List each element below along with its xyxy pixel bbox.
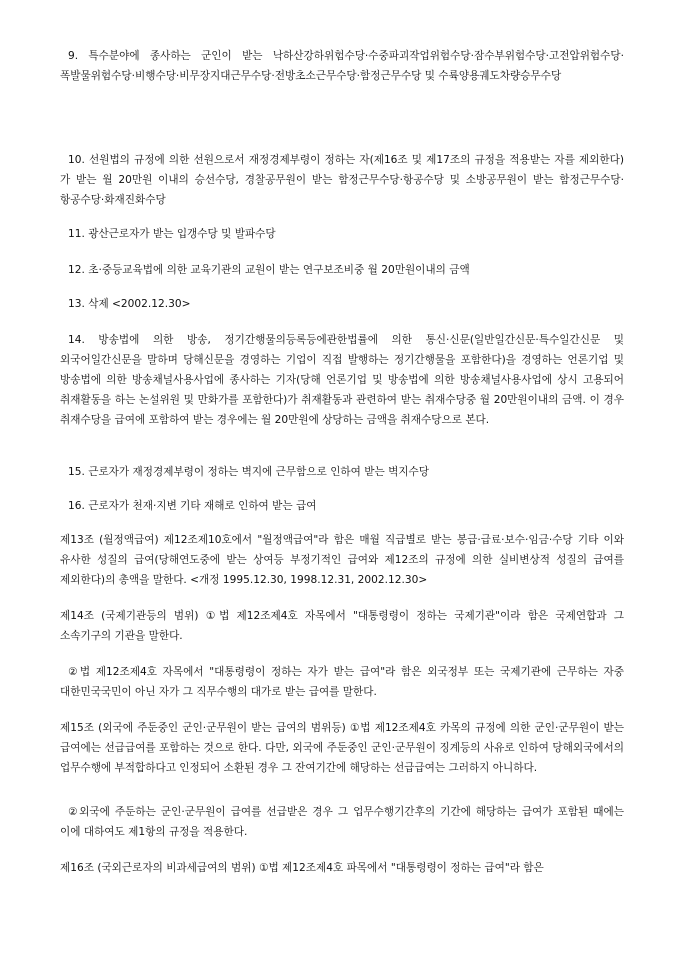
article-14-para-2: ②법 제12조제4호 자목에서 "대통령령이 정하는 자가 받는 급여"라 함은 외국정부 또는 국제기관에 근무하는 자중 대한민국국민이 아닌 자가 그 직무수행의 대가로 받는 급여를 말한다.	[60, 666, 624, 698]
article-15-para-2: ②외국에 주둔하는 군인·군무원이 급여를 선급받은 경우 그 업무수행기간후의 기간에 해당하는 급여가 포함된 때에는 이에 대하여도 제1항의 규정을 적용한다.	[60, 806, 624, 838]
article-14-para-1: 제14조 (국제기관등의 범위) ①법 제12조제4호 자목에서 "대통령령이 정하는 국제기관"이라 함은 국제연합과 그 소속기구의 기관을 말한다.	[60, 610, 624, 642]
article-16-para-1: 제16조 (국외근로자의 비과세급여의 범위) ①법 제12조제4호 파목에서 "대통령령이 정하는 급여"라 함은	[60, 862, 544, 874]
paragraph-item-13: 13. 삭제 <2002.12.30>	[68, 298, 191, 310]
article-15-para-1: 제15조 (외국에 주둔중인 군인·군무원이 받는 급여의 범위등) ①법 제12조제4호 카목의 규정에 의한 군인·군무원이 받는 급여에는 선급급여를 포함하는 것으로 한다. 다만, 외국에 주둔중인 군인·군무원이 징계등의 사유로 인하여 당해외국에서의 업무수행에 부적합하다고 인정되어 소환된 경우 그 잔여기간에 해당하는 선급급여는 그러하지 아니하다.	[60, 722, 624, 774]
paragraph-item-10: 10. 선원법의 규정에 의한 선원으로서 재정경제부령이 정하는 자(제16조 및 제17조의 규정을 적용받는 자를 제외한다)가 받는 월 20만원 이내의 승선수당, 경찰공무원이 받는 함정근무수당·항공수당 및 소방공무원이 받는 함정근무수당·항공수당·화재진화수당	[60, 154, 624, 206]
paragraph-item-14: 14. 방송법에 의한 방송, 정기간행물의등록등에관한법률에 의한 통신·신문(일반일간신문·특수일간신문 및 외국어일간신문을 말하며 당해신문을 경영하는 기업이 직접 발행하는 정기간행물을 포함한다)을 경영하는 언론기업 및 방송법에 의한 방송채널사용사업에 종사하는 기자(당해 언론기업 및 방송법에 의한 방송채널사용사업에 상시 고용되어 취재활동을 하는 논설위원 및 만화가를 포함한다)가 취재활동과 관련하여 받는 취재수당중 월 20만원이내의 금액. 이 경우 취재수당을 급여에 포함하여 받는 경우에는 월 20만원에 상당하는 금액을 취재수당으로 본다.	[60, 334, 624, 426]
paragraph-item-15: 15. 근로자가 재정경제부령이 정하는 벽지에 근무함으로 인하여 받는 벽지수당	[68, 466, 430, 478]
article-13: 제13조 (월정액급여) 제12조제10호에서 "월정액급여"라 함은 매월 직급별로 받는 봉급·급료·보수·임금·수당 기타 이와 유사한 성질의 급여(당해연도중에 받는 상여등 부정기적인 급여와 제12조의 규정에 의한 실비변상적 성질의 급여를 제외한다)의 총액을 말한다. <개정 1995.12.30, 1998.12.31, 2002.12.30>	[60, 534, 624, 586]
paragraph-item-16: 16. 근로자가 천재·지변 기타 재해로 인하여 받는 급여	[68, 500, 317, 512]
paragraph-item-11: 11. 광산근로자가 받는 입갱수당 및 발파수당	[68, 228, 276, 240]
paragraph-item-12: 12. 초·중등교육법에 의한 교육기관의 교원이 받는 연구보조비중 월 20만원이내의 금액	[68, 264, 470, 276]
paragraph-item-9: 9. 특수분야에 종사하는 군인이 받는 낙하산강하위험수당·수중파괴작업위험수당·잠수부위험수당·고전압위험수당·폭발물위험수당·비행수당·비무장지대근무수당·전방초소근무수당·함정근무수당 및 수륙양용궤도차량승무수당	[60, 50, 624, 82]
